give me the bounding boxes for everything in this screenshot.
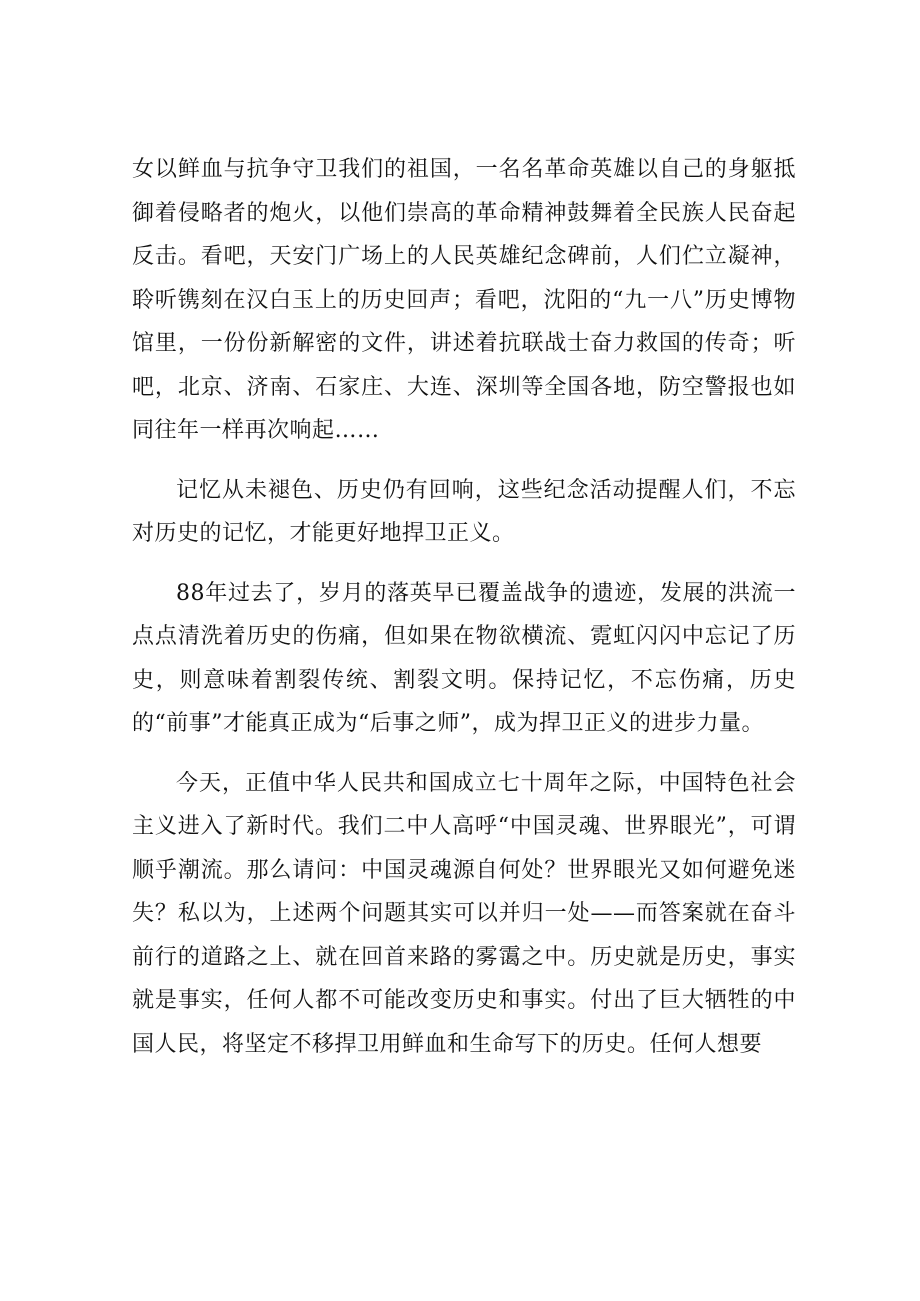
paragraph-gap: [132, 453, 796, 469]
body-text: [132, 148, 796, 1066]
paragraph-2: 记忆从未褪色、历史仍有回响，这些纪念活动提醒人们，不忘对历史的记忆，才能更好地捍卫正义。: [132, 477, 796, 546]
paragraph-gap: [132, 556, 796, 572]
paragraph-1: 女以鲜血与抗争守卫我们的祖国，一名名革命英雄以自己的身躯抵御着侵略者的炮火，以他们崇高的革命精神鼓舞着全民族人民奋起反击。看吧，天安门广场上的人民英雄纪念碑前，人们伫立凝神，聆听镌刻在汉白玉上的历史回声；看吧，沈阳的“九一八”历史博物馆里，一份份新解密的文件，讲述着抗联战士奋力救国的传奇；听吧，北京、济南、石家庄、大连、深圳等全国各地，防空警报也如同往年一样再次响起……: [132, 157, 796, 443]
paragraph-4: 今天，正值中华人民共和国成立七十周年之际，中国特色社会主义进入了新时代。我们二中人高呼“中国灵魂、世界眼光”，可谓顺乎潮流。那么请问：中国灵魂源自何处？世界眼光又如何避免迷失？私以为，上述两个问题其实可以并归一处——而答案就在奋斗前行的道路之上、就在回首来路的雾霭之中。历史就是历史，事实就是事实，任何人都不可能改变历史和事实。付出了巨大牺牲的中国人民，将坚定不移捍卫用鲜血和生命写下的历史。任何人想要: [132, 770, 796, 1057]
paragraph-3: 88年过去了，岁月的落英早已覆盖战争的遗迹，发展的洪流一点点清洗着历史的伤痛，但如果在物欲横流、霓虹闪闪中忘记了历史，则意味着割裂传统、割裂文明。保持记忆，不忘伤痛，历史的“前事”才能真正成为“后事之师”，成为捍卫正义的进步力量。: [132, 580, 796, 736]
paragraph-gap: [132, 746, 796, 762]
